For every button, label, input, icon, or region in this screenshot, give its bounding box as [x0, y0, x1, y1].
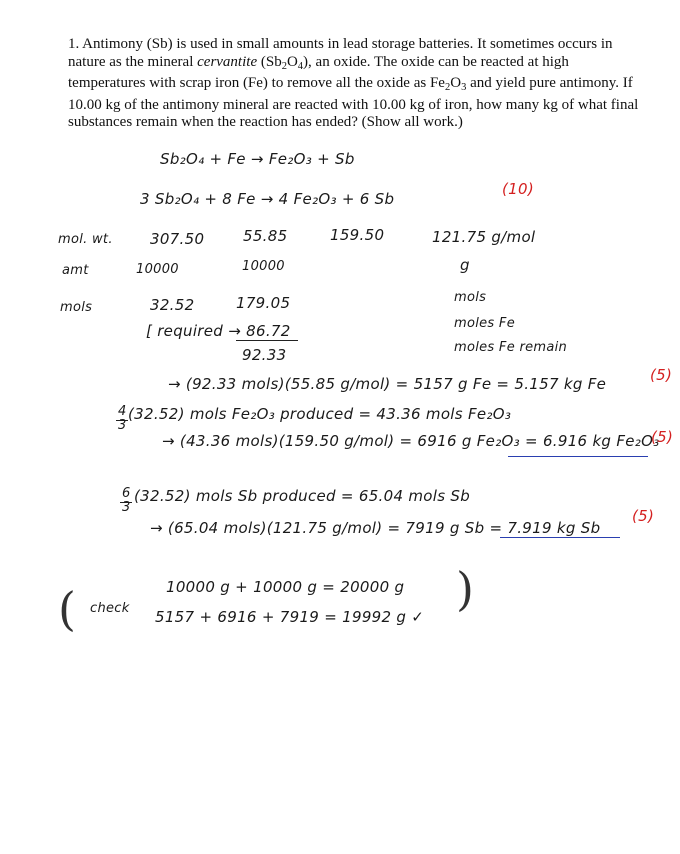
mw-sb2o4: 307.50 [150, 230, 205, 248]
moles-fe-remain-label: moles Fe remain [454, 340, 568, 355]
frac-3a: 3 [118, 418, 127, 433]
mw-sb: 121.75 g/mol [432, 228, 536, 246]
amt-label: amt [62, 263, 89, 278]
problem-paragraph: 1. Antimony (Sb) is used in small amounts in lead storage batteries. It sometimes occurs in nature as the mineral cervantite $(Sb_2O_4)$, an oxide. The oxide can be reacted at high temperatures with scrap iron (Fe) to remove all the oxide as $Fe_2O_3$ and yield pure antimony. If 10.00 kg of the antimony mineral are reacted with 10.00 kg of iron, how many kg of what final substances remain when the reaction has ended? (Show all work.) [68, 36, 639, 131]
mols-sb: mols [454, 290, 487, 305]
mols-sb2o4: 32.52 [150, 296, 195, 314]
sb-mass-calc: → (65.04 mols)(121.75 g/mol) = 7919 g Sb = 7.919 kg Sb [150, 519, 601, 537]
frac-3b: 3 [122, 500, 131, 515]
subtraction-line [236, 340, 298, 341]
check-close-paren: ) [456, 562, 474, 616]
mw-fe: 55.85 [243, 227, 288, 245]
sb-score: (5) [632, 507, 655, 525]
unbalanced-equation: Sb₂O₄ + Fe → Fe₂O₃ + Sb [160, 150, 355, 168]
fe2o3-mol-calc: (32.52) mols Fe₂O₃ produced = 43.36 mols Fe₂O₃ [128, 405, 512, 423]
check-output-mass: 5157 + 6916 + 7919 = 19992 g ✓ [155, 608, 425, 626]
problem-statement [68, 36, 648, 132]
frac-4: 4 [118, 404, 127, 419]
mol-wt-label: mol. wt. [58, 232, 113, 247]
frac-6: 6 [122, 486, 131, 501]
fe-score: (5) [650, 366, 673, 384]
moles-fe-label: moles Fe [454, 316, 516, 331]
check-input-mass: 10000 g + 10000 g = 20000 g [166, 578, 405, 596]
balanced-equation: 3 Sb₂O₄ + 8 Fe → 4 Fe₂O₃ + 6 Sb [140, 190, 395, 208]
fe-remain-value: 92.33 [242, 346, 287, 364]
fe-required: [ required → 86.72 [146, 322, 291, 340]
mols-label: mols [60, 300, 93, 315]
amt-sb2o4: 10000 [136, 262, 179, 277]
fe2o3-answer-underline [508, 456, 648, 457]
amt-fe: 10000 [242, 259, 285, 274]
mw-fe2o3: 159.50 [330, 226, 385, 244]
check-open-paren: ( [58, 582, 76, 636]
fe2o3-score: (5) [651, 428, 674, 446]
mols-fe: 179.05 [236, 294, 291, 312]
problem-number: 1. [68, 36, 80, 52]
sb-answer-underline [500, 537, 620, 538]
mineral-name: cervantite [197, 53, 258, 70]
sb-mol-calc: (32.52) mols Sb produced = 65.04 mols Sb [134, 487, 471, 505]
equation-score: (10) [502, 180, 534, 198]
amt-sb: g [460, 256, 470, 274]
check-label: check [90, 601, 130, 616]
fe2o3-mass-calc: → (43.36 mols)(159.50 g/mol) = 6916 g Fe₂O₃ = 6.916 kg Fe₂O₃ [162, 432, 660, 450]
fe-mass-calc: → (92.33 mols)(55.85 g/mol) = 5157 g Fe = 5.157 kg Fe [168, 375, 607, 393]
